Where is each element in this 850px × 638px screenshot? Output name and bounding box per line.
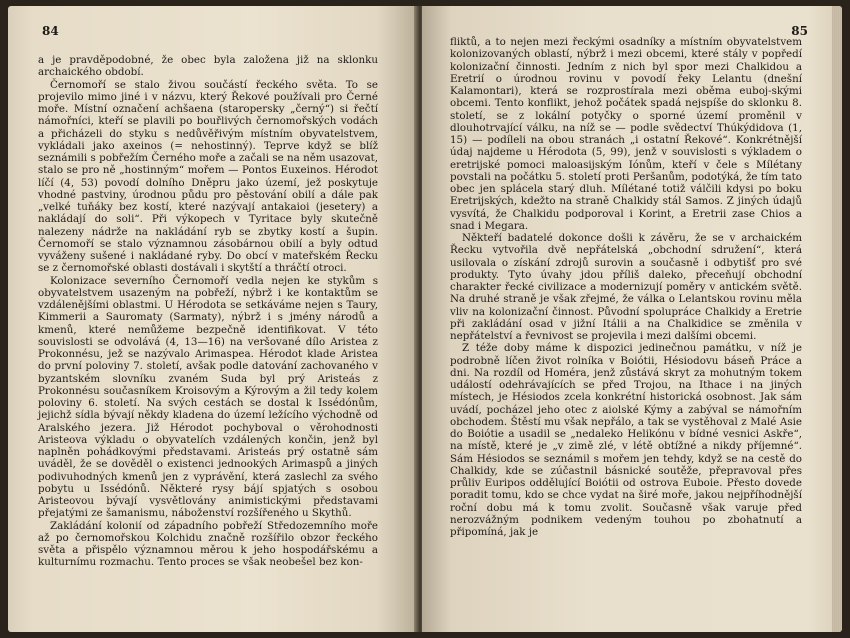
paragraph: Zakládání kolonií od západního pobřeží Středozemního moře až po černomořskou Kolchidu značně rozšířilo obzor řeckého světa a přispělo významnou měrou k jeho hospodářskému a kulturnímu rozmachu. Tento proces se však neobešel bez kon- <box>38 519 378 569</box>
left-page <box>8 6 418 632</box>
right-page <box>422 6 842 632</box>
paragraph: Z téže doby máme k dispozici jedinečnou památku, v níž je podrobně líčen život rolníka v Boiótii, Hésiodovu báseň Práce a dni. Na rozdíl od Homéra, jenž zůstává skryt za mohutným tokem událostí odehrávajících se před Trojou, na Ithace i na jiných místech, je Hésiodos zcela konkrétní historická osobnost. Jak sám uvádí, pocházel jeho otec z aiolské Kýmy a zabýval se námořním obchodem. Štěstí mu však nepřálo, a tak se vystěhoval z Malé Asie do Boiótie a usadil se „nedaleko Helikónu v bídné vesnici Askře“, na místě, které je „v zimě zlé, v létě obtížné a nikdy příjemné“. Sám Hésiodos se seznámil s mořem jen tehdy, když se na cestě do Chalkidy, kde se zúčastnil básnické soutěže, přepravoval přes průliv Euripos oddělující Boiótii od ostrova Euboie. Přesto dovede poradit tomu, kdo se chce vydat na širé moře, jakou nejpříhodnější roční dobu má k tomu zvolit. Současně však varuje před nerozvážným podnikem vedeným touhou po zbohatnutí a připomíná, jak je <box>450 342 802 538</box>
paragraph: a je pravděpodobné, že obec byla založena již na sklonku archaického období. <box>38 54 378 79</box>
paragraph: Kolonizace severního Černomoří vedla nejen ke stykům s obyvatelstvem usazeným na pobřeží, nýbrž i ke kontaktům se vzdálenějšími oblastmi. U Hérodota se setkáváme nejen s Taury, Kimmerii a Sauromaty (Sarmaty), nýbrž i s jmény národů a kmenů, které nemůžeme bezpečně identifikovat. V této souvislosti se odvolává (4, 13—16) na veršované dílo Aristea z Prokonnésu, jež se nazývalo Arimaspea. Hérodot klade Aristea do první poloviny 7. století, avšak podle datování zachovaného v byzantském slovníku zvaném Suda byl prý Aristeás z Prokonnésu současníkem Kroisovým a Kýrovým a žil tedy kolem poloviny 6. století. Na svých cestách se dostal k Issédónům, jejichž sídla bývají někdy kladena do území ležícího východně od Aralského jezera. Již Hérodot pochyboval o věrohodnosti Aristeova výkladu o obyvatelích vzdálených končin, jenž byl naplněn pohádkovými představami. Aristeás prý ostatně sám uváděl, že se dověděl o existenci jednookých Arimaspů a jiných podivuhodných kmenů jen z vyprávění, která zaslechl za svého pobytu u Issédónů. Některé rysy bájí spjatých s osobou Aristeovou bývají vysvětlovány animistickými představami přejatými ze šamanismu, náboženství rozšířeného u Skythů. <box>38 274 378 520</box>
paragraph: Někteří badatelé dokonce došli k závěru, že se v archaickém Řecku vytvořila dvě nepřátelská „obchodní sdružení“, která usilovala o získání zdrojů surovin a současně i odbytišť pro své produkty. Tyto úvahy jdou příliš daleko, přeceňují obchodní charakter řecké civilizace a modernizují poměry v antickém světě. Na druhé straně je však zřejmé, že válka o Lelantskou rovinu měla vliv na kolonizační činnost. Původní spolupráce Chalkidy a Eretrie při zakládání osad v jižní Itálii a na Chalkidice se změnila v nepřátelství a řevnivost se projevila i mezi dalšími obcemi. <box>450 232 802 342</box>
page-edges <box>832 6 842 632</box>
left-page-text <box>38 54 378 569</box>
paragraph: fliktů, a to nejen mezi řeckými osadníky a místním obyvatelstvem kolonizovaných oblastí, nýbrž i mezi obcemi, které stály v popředí kolonizační činnosti. Jedním z nich byl spor mezi Chalkidou a Eretrií o úrodnou rovinu v povodí řeky Lelantu (dnešní Kalamontari), která se rozprostírala mezi oběma euboj-skými obcemi. Tento konflikt, jehož počátek spadá nejspíše do sklonku 8. století, se z lokální potyčky o sporné území proměnil v dlouhotrvající válku, na níž se — podle svědectví Thúkýdidova (1, 15) — podíleli na obou stranách „i ostatní Řekové“. Konkrétnější údaj najdeme u Hérodota (5, 99), jenž v souvislosti s výkladem o eretrijské pomoci maloasijským Iónům, kteří v čele s Mílétany povstali na počátku 5. století proti Peršanům, podotýká, že tím tato obec jen splácela starý dluh. Mílétané totiž válčili kdysi po boku Eretrijských, kdežto na straně Chalkidy stál Samos. Z jiných údajů vysvítá, že Chalkidu podporoval i Korint, a Eretrii zase Chios a snad i Megara. <box>450 36 802 232</box>
page-number-left: 84 <box>42 24 59 38</box>
book-spread <box>8 6 842 632</box>
right-page-text <box>450 36 802 538</box>
paragraph: Černomoří se stalo živou součástí řeckého světa. To se projevilo mimo jiné i v názvu, který Řekové používali pro Černé moře. Místní označení achšaena (staropersky „černý“) si řečtí námořníci, kteří se plavili po bouřlivých černomořských vodách a přicházeli do styku s nedůvěřivým místním obyvatelstvem, vykládali jako axeinos (= nehostinný). Teprve když se blíž seznámili s pobřežím Černého moře a začali se na něm usazovat, stalo se pro ně „hostinným“ mořem — Pontos Euxeinos. Hérodot líčí (4, 53) povodí dolního Dněpru jako území, jež poskytuje vhodné pastviny, úrodnou půdu pro pěstování obilí a dále pak „velké tuňáky bez kostí, které nazývají antakaioi (jesetery) a nakládají do soli“. Při výkopech v Tyritace byly skutečně nalezeny nádrže na nakládání ryb se zbytky kostí a šupin. Černomoří se stalo významnou zásobárnou obilí a byly odtud vyváženy sušené i nakládané ryby. Do obcí v mateřském Řecku se z černomořské oblasti dostávali i skytští a thráčtí otroci. <box>38 78 378 275</box>
page-number-right: 85 <box>791 24 808 38</box>
